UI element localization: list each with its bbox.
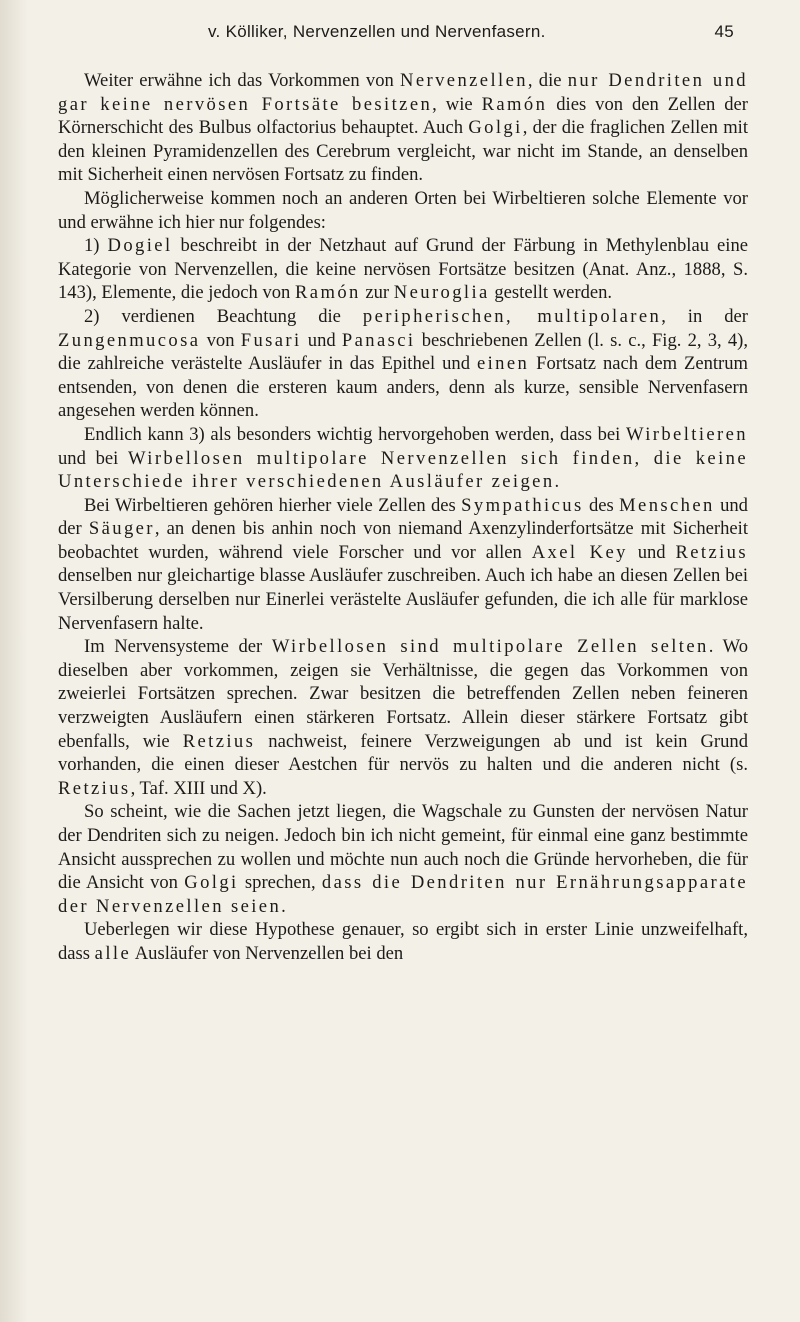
emphasized-run: Neuroglia (393, 282, 490, 304)
emphasized-run: Wirbellosen sind multipolare Zellen selten (271, 636, 709, 658)
body-text (58, 69, 748, 966)
text-run: Im Nervensysteme der (84, 636, 272, 658)
text-run: . (281, 895, 286, 917)
text-run: , der die fraglichen Zellen mit den kleinen Pyramidenzellen des Cerebrum vergleicht, war nicht im Stande, an denselben mit Sicherheit einen nervösen Fortsatz zu finden. (58, 117, 748, 186)
emphasized-run: einen (476, 353, 530, 375)
text-run: und (627, 541, 676, 563)
text-run: des (583, 494, 620, 516)
text-run: Bei Wirbeltieren gehören hierher viele Zellen des (84, 494, 462, 516)
paragraph (58, 187, 748, 234)
emphasized-run: nur Dendriten und gar keine nervösen Fortsäte besitzen (58, 70, 748, 115)
emphasized-run: Fusari (240, 329, 302, 351)
emphasized-run: Menschen (619, 494, 715, 516)
text-run: nachweist, feinere Verzweigungen ab und ist kein Grund vorhanden, die einen dieser Aestchen für nervös zu halten und die anderen nicht (s. (58, 730, 748, 776)
paragraph (58, 305, 748, 423)
paragraph (58, 635, 748, 800)
text-run: und (301, 329, 342, 351)
emphasized-run: Säuger (88, 518, 155, 540)
text-run: Ausläufer von Nervenzellen bei den (131, 942, 404, 964)
emphasized-run: Retzius (675, 541, 749, 563)
emphasized-run: Axel Key (531, 541, 628, 563)
paragraph (58, 918, 748, 965)
text-run: zur (360, 282, 394, 304)
emphasized-run: Retzius (58, 777, 131, 799)
text-run: Weiter erwähne ich das Vorkommen von (84, 70, 401, 91)
text-run: , in der (661, 305, 748, 327)
text-run: von (200, 329, 241, 351)
text-run: , wie (432, 93, 482, 115)
paragraph (58, 494, 748, 636)
text-run: Ueberlegen wir diese Hypothese genauer, so ergibt sich in erster Linie unzweifelhaft, dass (58, 919, 748, 964)
running-header (58, 18, 748, 48)
text-run: beschriebenen Zellen (l. s. c., Fig. 2, 3, 4), die zahlreiche verästelte Ausläufer in das Epithel und (58, 329, 749, 375)
emphasized-run: dass die Dendriten nur Ernährungsapparate der Nervenzellen seien (58, 872, 748, 917)
text-run: 2) verdienen Beachtung die (84, 305, 363, 327)
text-run: beschreibt in der Netzhaut auf Grund der Färbung in Methylenblau eine Kategorie von Nervenzellen, die keine nervösen Fortsätze besitzen (Anat. Anz., 1888, S. 143), Elemente, die jedoch von (58, 235, 748, 304)
text-run: denselben nur gleichartige blasse Ausläufer zuschreiben. Auch ich habe an diesen Zellen bei Versilberung derselben nur Einerlei verästelte Ausläufer gefunden, die ich alle für marklose Nervenfasern halte. (58, 565, 748, 634)
emphasized-run: Wirbeltieren (625, 423, 748, 445)
text-run: Endlich kann 3) als besonders wichtig hervorgehoben werden, dass bei (84, 423, 626, 445)
text-run: dies von den Zellen der Körnerschicht des Bulbus olfactorius behauptet. Auch (58, 93, 748, 139)
paragraph (58, 800, 748, 918)
text-run: , die (527, 70, 568, 91)
emphasized-run: Golgi (184, 872, 239, 894)
emphasized-run: Ramón (295, 282, 361, 304)
page-number: 45 (714, 22, 734, 41)
emphasized-run: Wirbellosen multipolare Nervenzellen sich finden, die keine Unterschiede ihrer verschiedenen Ausläufer zeigen (58, 447, 748, 493)
emphasized-run: Dogiel (107, 235, 173, 257)
emphasized-run: alle (94, 942, 132, 964)
paragraph (58, 423, 748, 494)
text-run: So scheint, wie die Sachen jetzt liegen, die Wagschale zu Gunsten der nervösen Natur der Dendriten sich zu neigen. Jedoch bin ich nicht gemeint, für einmal eine ganz bestimmte Ansicht aussprechen zu wollen und möchte nun auch noch die Gründe hervorheben, die für die Ansicht von (58, 801, 748, 894)
text-run: , Taf. XIII und X). (130, 777, 267, 799)
text-run: . Wo dieselben aber vorkommen, zeigen sie Verhältnisse, die gegen das Vorkommen von zweierlei Fortsätzen sprechen. Zwar besitzen die betreffenden Zellen neben feineren verzweigten Ausläufern einen stärkeren Fortsatz. Allein dieser stärkere Fortsatz gibt ebenfalls, wie (58, 636, 749, 752)
text-run: und der (58, 494, 748, 540)
paragraph (58, 69, 748, 187)
text-run: und bei (58, 447, 129, 469)
emphasized-run: Zungenmucosa (58, 329, 201, 351)
text-run: sprechen, (238, 872, 322, 894)
emphasized-run: peripherischen, multipolaren (362, 305, 662, 327)
running-title: v. Kölliker, Nervenzellen und Nervenfasern. (208, 22, 546, 41)
paragraph (58, 234, 748, 305)
emphasized-run: Ramón (481, 93, 548, 115)
text-run: 1) (84, 235, 108, 257)
text-run: Möglicherweise kommen noch an anderen Orten bei Wirbeltieren solche Elemente vor und erwähne ich hier nur folgendes: (58, 187, 748, 233)
emphasized-run: Nervenzellen (400, 70, 528, 91)
emphasized-run: Panasci (341, 329, 416, 351)
text-run: . (554, 471, 560, 493)
text-run: gestellt werden. (489, 282, 613, 304)
text-run: , an denen bis anhin noch von niemand Axenzylinderfortsätze mit Sicherheit beobachtet wurden, während viele Forscher und vor allen (58, 518, 749, 563)
emphasized-run: Sympathicus (461, 494, 584, 516)
emphasized-run: Retzius (182, 730, 256, 752)
emphasized-run: Golgi (468, 117, 523, 139)
text-run: Fortsatz nach dem Zentrum entsenden, von denen die ersteren kaum anders, denn als kurze, sensible Nervenfasern angesehen werden können. (58, 353, 748, 422)
